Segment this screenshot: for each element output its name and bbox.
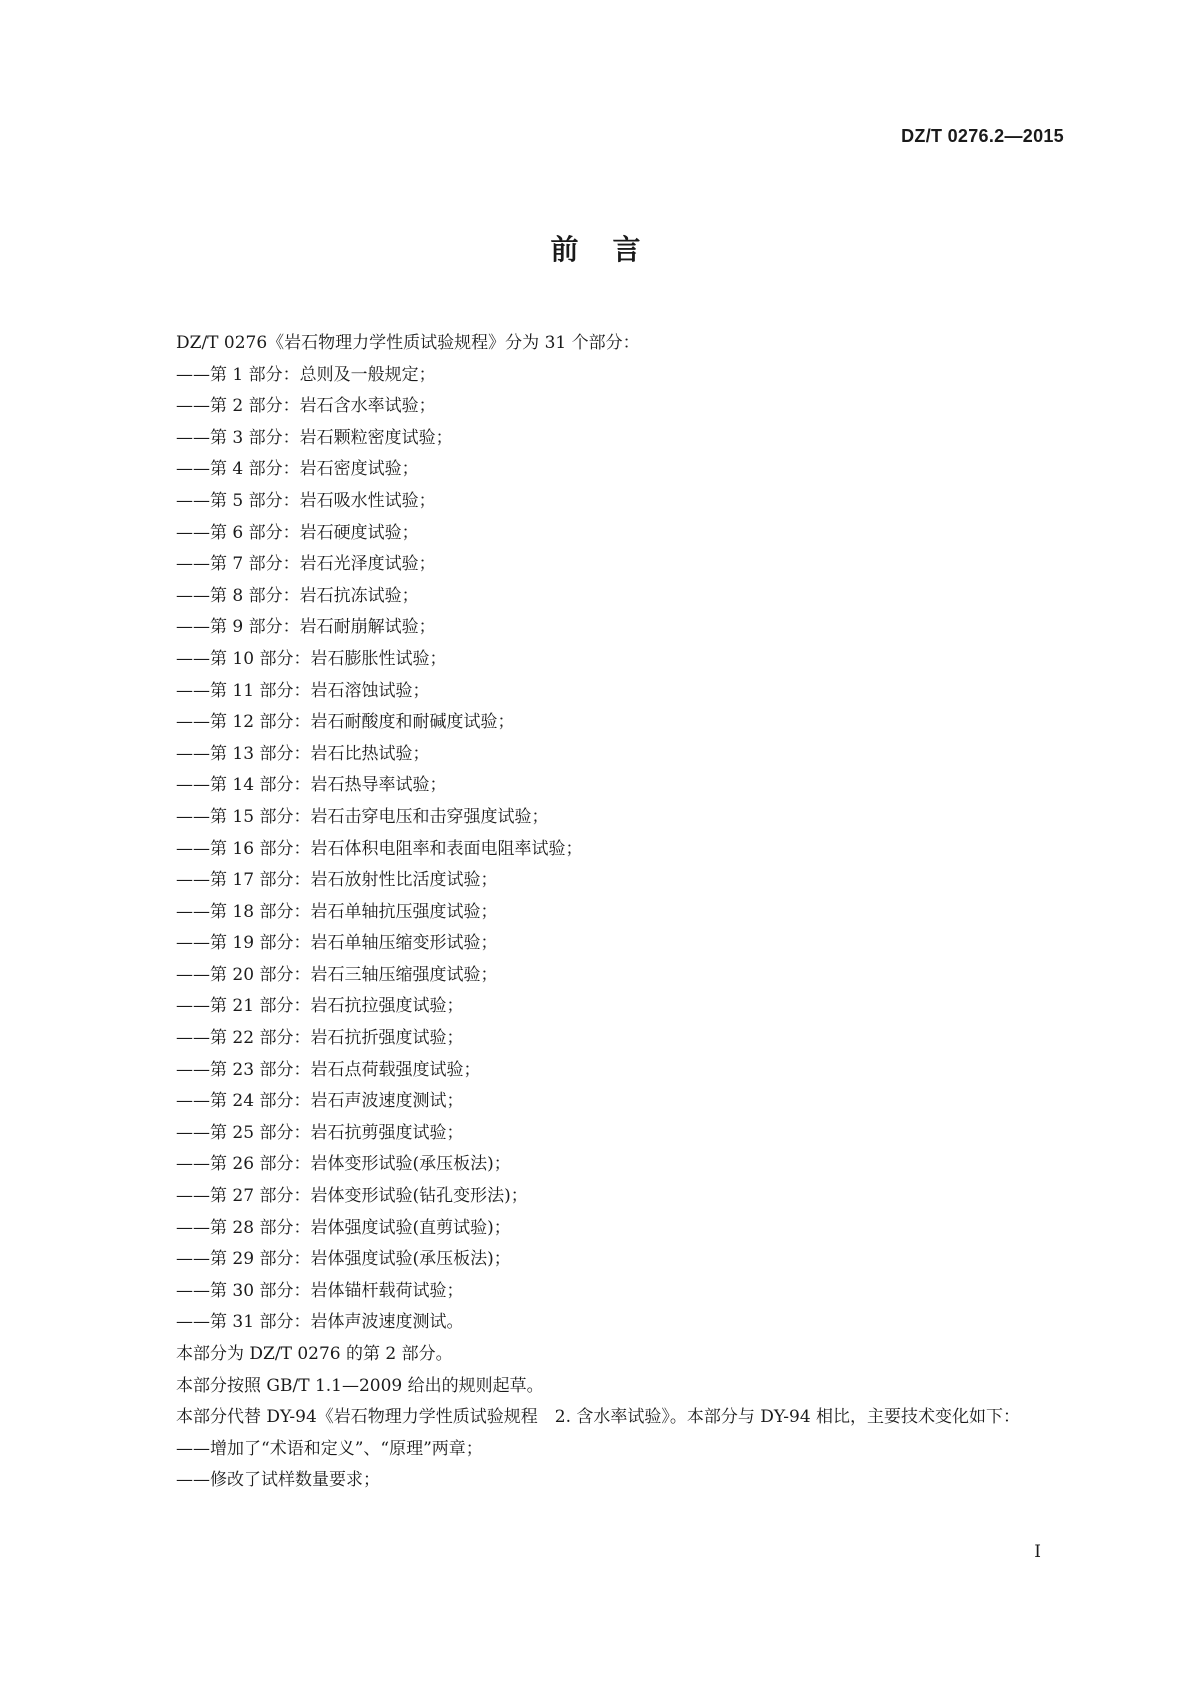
list-item: ——第 7 部分：岩石光泽度试验； — [176, 554, 436, 575]
list-item: ——第 12 部分：岩石耐酸度和耐碱度试验； — [176, 712, 515, 733]
list-item: ——第 20 部分：岩石三轴压缩强度试验； — [176, 964, 498, 985]
list-item: ——增加了“术语和定义”、“原理”两章； — [176, 1438, 483, 1459]
page-number: I — [1034, 1542, 1041, 1562]
list-item: ——第 13 部分：岩石比热试验； — [176, 743, 430, 764]
foreword-body — [124, 328, 1064, 1497]
list-item: ——第 11 部分：岩石溶蚀试验； — [176, 680, 430, 701]
list-item: ——修改了试样数量要求； — [176, 1470, 380, 1491]
list-item: ——第 27 部分：岩体变形试验(钻孔变形法)； — [176, 1186, 528, 1207]
parts-list — [124, 360, 1064, 1339]
list-item: ——第 18 部分：岩石单轴抗压强度试验； — [176, 901, 498, 922]
list-item: ——第 29 部分：岩体强度试验(承压板法)； — [176, 1249, 511, 1270]
paragraph-replacement: 本部分代替 DY-94《岩石物理力学性质试验规程 2. 含水率试验》。本部分与 DY-94 相比，主要技术变化如下： — [176, 1407, 1021, 1428]
list-item: ——第 24 部分：岩石声波速度测试； — [176, 1091, 464, 1112]
list-item: ——第 19 部分：岩石单轴压缩变形试验； — [176, 933, 498, 954]
list-item: ——第 2 部分：岩石含水率试验； — [176, 396, 436, 417]
list-item: ——第 14 部分：岩石热导率试验； — [176, 775, 447, 796]
list-item: ——第 25 部分：岩石抗剪强度试验； — [176, 1122, 464, 1143]
list-item: ——第 6 部分：岩石硬度试验； — [176, 522, 419, 543]
list-item: ——第 16 部分：岩石体积电阻率和表面电阻率试验； — [176, 838, 583, 859]
list-item: ——第 1 部分：总则及一般规定； — [176, 364, 436, 385]
page-title: 前言 — [550, 233, 675, 266]
changes-list — [124, 1434, 1064, 1497]
paragraph-part-statement: 本部分为 DZ/T 0276 的第 2 部分。 — [176, 1344, 453, 1364]
list-item: ——第 5 部分：岩石吸水性试验； — [176, 490, 436, 511]
list-item: ——第 22 部分：岩石抗折强度试验； — [176, 1028, 464, 1049]
paragraph-drafting-rules: 本部分按照 GB/T 1.1—2009 给出的规则起草。 — [176, 1375, 544, 1396]
list-item: ——第 28 部分：岩体强度试验(直剪试验)； — [176, 1217, 511, 1238]
list-item: ——第 9 部分：岩石耐崩解试验； — [176, 617, 436, 638]
list-item: ——第 4 部分：岩石密度试验； — [176, 459, 419, 480]
list-item: ——第 3 部分：岩石颗粒密度试验； — [176, 427, 453, 448]
list-item: ——第 30 部分：岩体锚杆载荷试验； — [176, 1280, 464, 1301]
list-item: ——第 31 部分：岩体声波速度测试。 — [176, 1312, 464, 1333]
list-item: ——第 23 部分：岩石点荷载强度试验； — [176, 1059, 481, 1080]
list-item: ——第 26 部分：岩体变形试验(承压板法)； — [176, 1154, 511, 1175]
list-item: ——第 8 部分：岩石抗冻试验； — [176, 585, 419, 606]
list-item: ——第 21 部分：岩石抗拉强度试验； — [176, 996, 464, 1017]
list-item: ——第 15 部分：岩石击穿电压和击穿强度试验； — [176, 806, 549, 827]
intro-paragraph: DZ/T 0276《岩石物理力学性质试验规程》分为 31 个部分： — [176, 333, 640, 353]
list-item: ——第 10 部分：岩石膨胀性试验； — [176, 648, 447, 669]
document-code: DZ/T 0276.2—2015 — [901, 126, 1064, 146]
list-item: ——第 17 部分：岩石放射性比活度试验； — [176, 870, 498, 891]
